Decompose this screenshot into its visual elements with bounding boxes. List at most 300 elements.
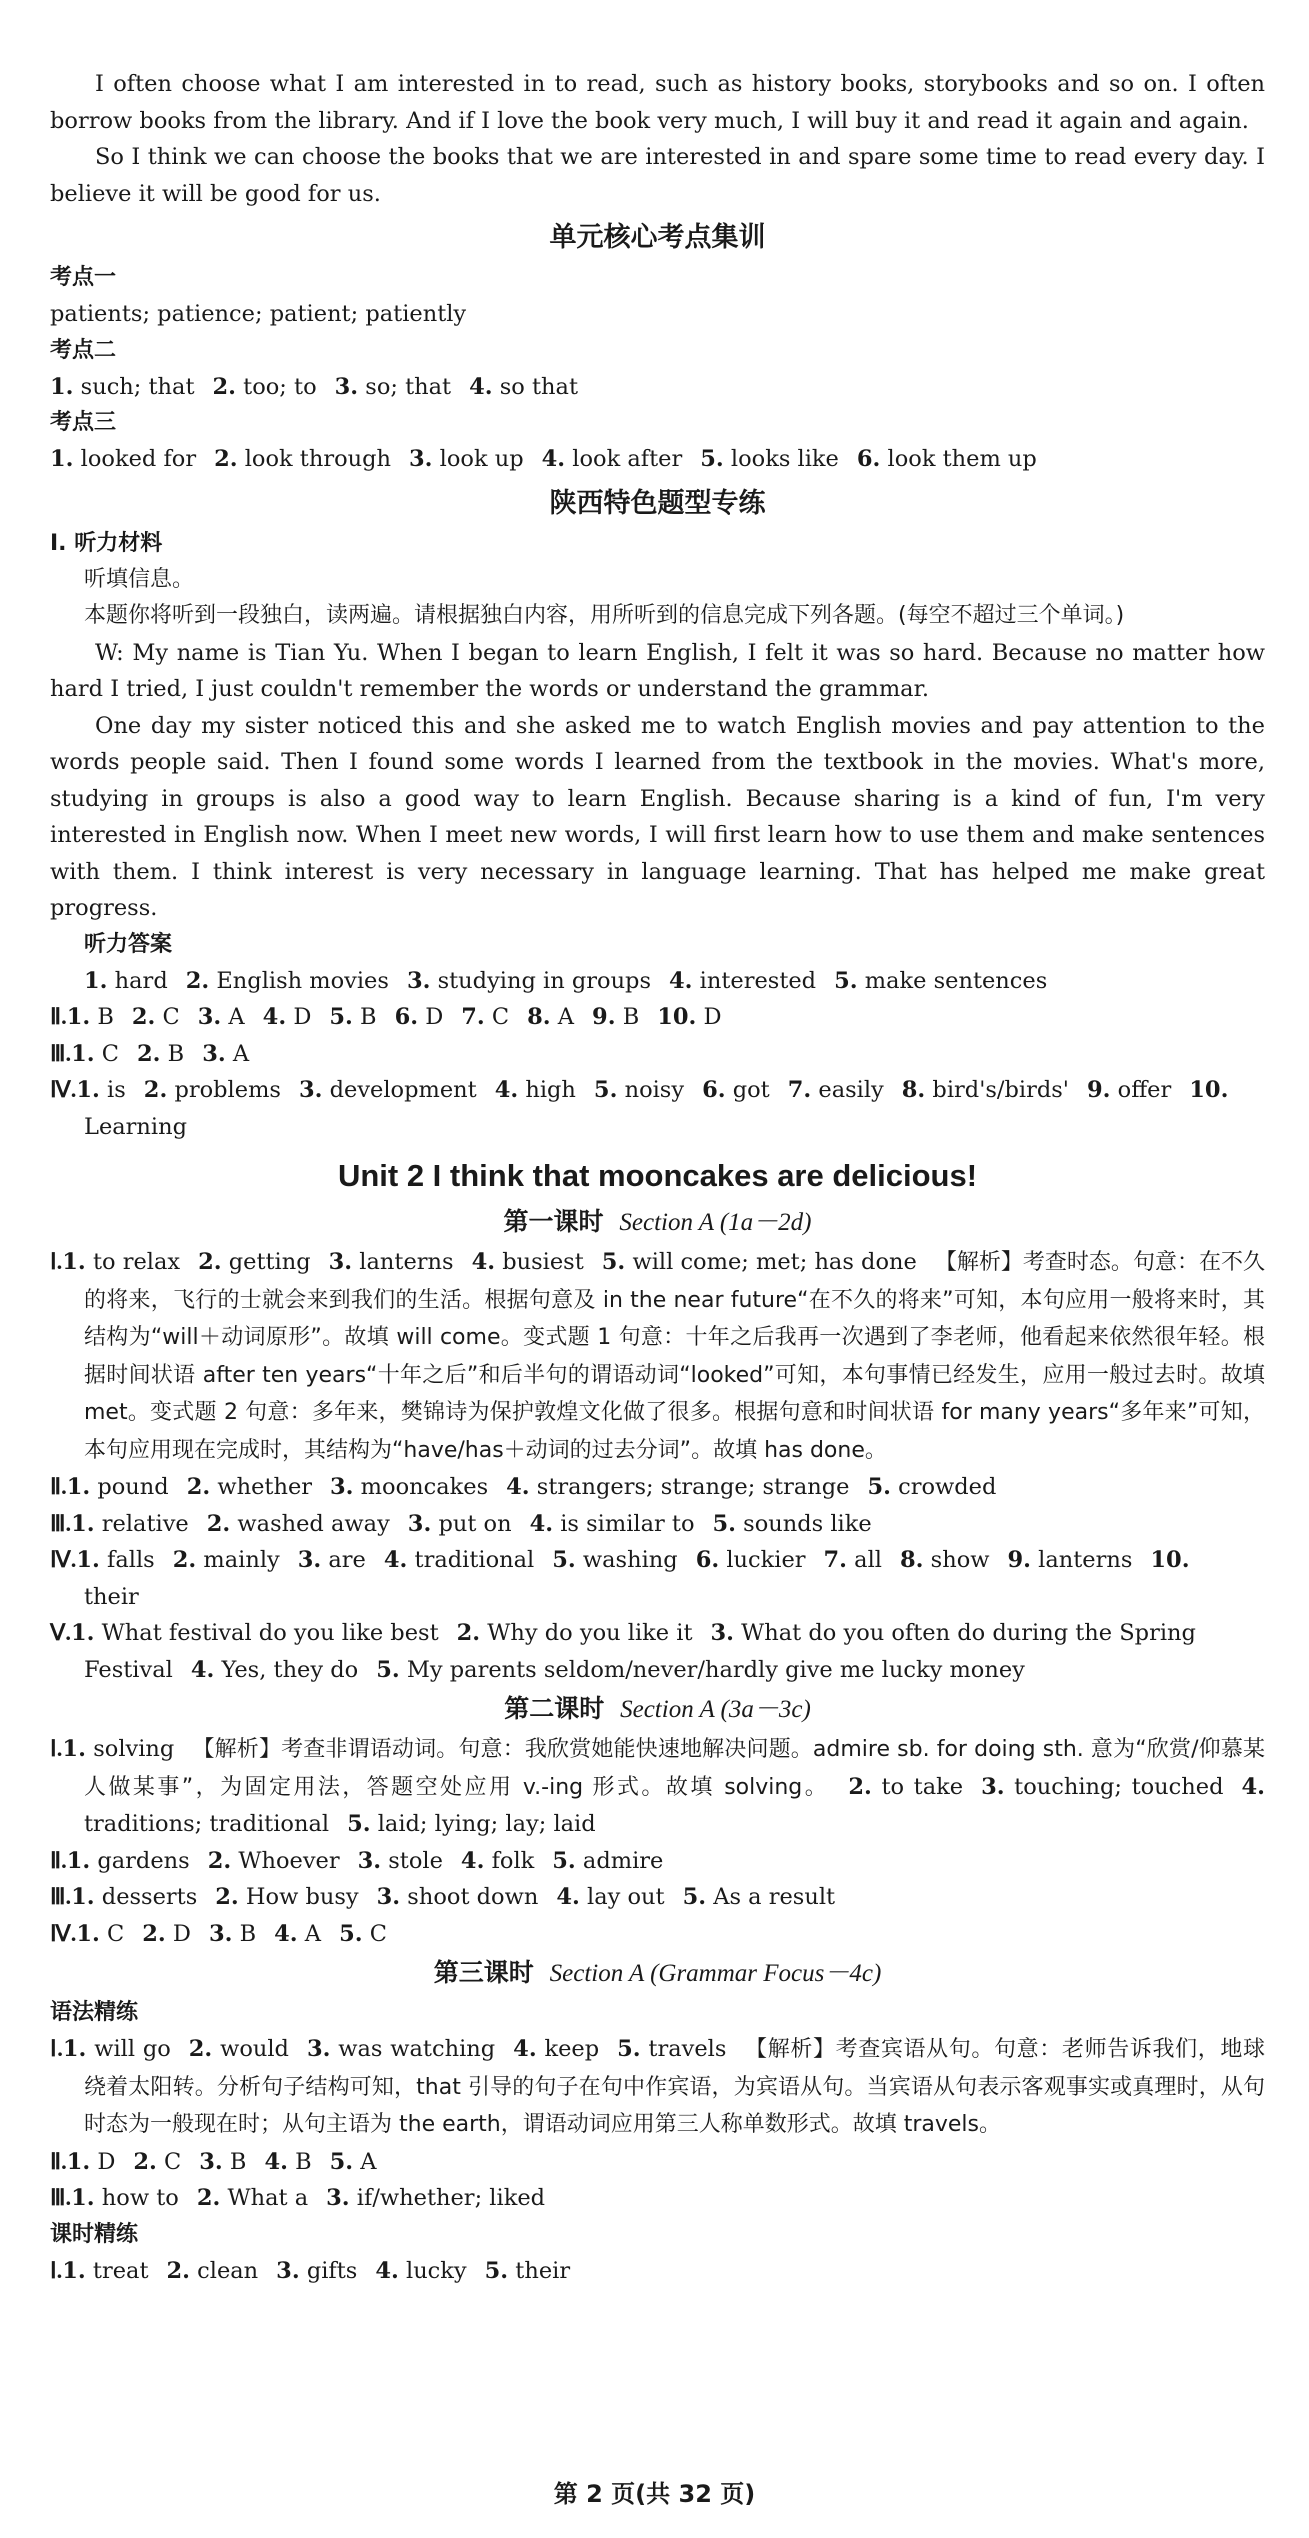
answer-item (197, 2185, 308, 2211)
answer-item (198, 1249, 311, 1275)
answer-number: 9. (1087, 1077, 1111, 1103)
answer-text: B (352, 1004, 377, 1030)
listening-answer-label: 听力答案 (84, 931, 173, 957)
part-label: Ⅱ. (50, 2148, 67, 2174)
listening-sub: 听填信息。 (84, 566, 195, 592)
answer-item (50, 374, 195, 400)
intro-paragraph-2: So I think we can choose the books that we are interested in and spare some time to read every day. I believe it will be good for us. (50, 144, 1265, 207)
answer-text: if/whether; liked (349, 2185, 546, 2211)
answer-number: 4. (375, 2257, 399, 2284)
answer-text: strangers; strange; strange (529, 1474, 850, 1500)
answer-number: 1. (66, 1474, 91, 1500)
answer-item (824, 1547, 882, 1573)
answer-item (62, 2258, 148, 2284)
answer-number: 2. (206, 1510, 231, 1537)
answer-number: 5. (601, 1249, 626, 1275)
answer-text: A (353, 2148, 377, 2175)
answer-number: 5. (552, 1847, 576, 1874)
answer-item (527, 1004, 574, 1030)
answer-number: 2. (137, 1040, 161, 1067)
answer-item (67, 1004, 114, 1030)
answer-text: D (696, 1004, 722, 1030)
answer-number: 3. (330, 1474, 354, 1500)
answer-item (834, 968, 1047, 994)
answer-item (457, 1620, 693, 1646)
answer-number: 2. (188, 2036, 213, 2062)
answer-item (191, 1657, 358, 1683)
answer-item (713, 1511, 872, 1537)
answer-number: 4. (529, 1510, 554, 1537)
answer-number: 2. (172, 1547, 197, 1573)
answer-text: gardens (90, 1847, 190, 1874)
explanation: 【解析】考查非谓语动词。句意：我欣赏她能快速地解决问题。admire sb. for doing sth. 意为“欣赏/仰慕某人做某事”，为固定用法，答题空处应用 v.-ing 形式。故填 solving。 (84, 1737, 1265, 1800)
answer-text: lanterns (1031, 1547, 1133, 1573)
answer-number: 6. (695, 1547, 720, 1573)
kp1-text: patients; patience; patient; patiently (50, 301, 467, 327)
answer-item (347, 1811, 596, 1837)
answer-number: 1. (76, 1920, 100, 1947)
answer-text: laid; lying; lay; laid (370, 1811, 596, 1837)
answer-item (137, 1041, 184, 1067)
answer-number: 8. (900, 1547, 924, 1573)
answer-text: What do you often do during the Spring Festival (84, 1620, 1196, 1683)
answer-text: D (90, 2148, 116, 2175)
answer-number: 1. (66, 1847, 91, 1874)
answer-number: 3. (208, 1920, 233, 1947)
answer-text: D (418, 1004, 444, 1030)
answer-number: 5. (712, 1510, 737, 1537)
part-label: Ⅳ. (50, 1920, 77, 1946)
answer-number: 3. (407, 1510, 432, 1537)
part-label: Ⅰ. (50, 1249, 63, 1274)
lesson-cn: 第一课时 (503, 1207, 604, 1236)
answer-number: 4. (383, 1547, 408, 1573)
answer-item (167, 2258, 259, 2284)
answer-text: desserts (94, 1884, 198, 1910)
answer-number: 4. (494, 1077, 519, 1103)
answer-text: interested (692, 967, 817, 994)
answer-text: English movies (209, 967, 389, 994)
answer-number: 4. (1241, 1773, 1265, 1800)
answer-item (1087, 1077, 1171, 1103)
answer-item (857, 446, 1037, 472)
answer-number: 7. (823, 1547, 848, 1573)
answer-number: 5. (617, 2036, 641, 2062)
answer-text: A (550, 1004, 575, 1030)
answer-item (189, 2036, 289, 2062)
answer-item (76, 1921, 124, 1947)
answer-text: crowded (890, 1474, 997, 1500)
grammar-label: 语法精练 (50, 2000, 139, 2025)
lesson1-part2 (50, 1469, 1265, 1506)
answers (67, 1848, 682, 1874)
answer-number: 5. (834, 967, 858, 994)
answers (71, 1620, 1196, 1683)
answer-text: sounds like (736, 1510, 872, 1537)
intro-paragraph-1: I often choose what I am interested in to read, such as history books, storybooks and so on. I often borrow books from the library. And if I love the book very much, I will buy it and read it again and again. (50, 71, 1265, 134)
answer-text: B (287, 2148, 312, 2175)
answer-number: 5. (376, 1656, 400, 1683)
answers (71, 1884, 853, 1910)
answer-item (299, 1077, 477, 1103)
answer-number: 10. (1189, 1077, 1229, 1103)
answers (67, 1474, 1015, 1500)
answer-number: 5. (484, 2257, 509, 2284)
answer-item (142, 1921, 191, 1947)
answer-text: pound (90, 1474, 169, 1500)
answer-number: 1. (66, 1004, 91, 1030)
lesson-cn: 第二课时 (504, 1694, 605, 1723)
answer-number: 3. (710, 1620, 734, 1646)
answer-item (329, 1249, 454, 1275)
answer-text: make sentences (857, 967, 1048, 994)
answer-item (274, 1921, 321, 1947)
lesson1-part1 (50, 1244, 1265, 1469)
part-label: Ⅰ. (50, 2257, 63, 2283)
answer-number: 4. (274, 1920, 298, 1947)
answer-item (330, 2149, 377, 2175)
answer-text: mainly (196, 1547, 280, 1573)
answers (71, 2185, 563, 2211)
listening-paragraph-1: W: My name is Tian Yu. When I began to learn English, I felt it was so hard. Because no matter how hard I tried, I just couldn't remember the words or understand the grammar. (50, 639, 1265, 702)
part-label: Ⅱ. (50, 1474, 67, 1499)
shaanxi-part3 (50, 1036, 1265, 1073)
answer-text: What festival do you like best (94, 1620, 439, 1646)
answer-number: 3. (197, 1004, 222, 1030)
answer-number: 5. (700, 446, 724, 472)
answer-item (495, 1077, 576, 1103)
answer-number: 5. (682, 1884, 707, 1910)
lesson1-part4 (50, 1542, 1265, 1615)
answer-text: mooncakes (353, 1474, 489, 1500)
answer-text: B (232, 1920, 257, 1947)
answers (62, 1249, 935, 1275)
answer-number: 2. (212, 373, 237, 400)
explanation: 【解析】考查宾语从句。句意：老师告诉我们，地球绕着太阳转。分析句子结构可知，that 引导的句子在句中作宾语，为宾语从句。当宾语从句表示客观事实或真理时，从句时态为一般现在时；从句主语为 the earth，谓语动词应用第三人称单数形式。故填 travels。 (84, 2037, 1266, 2137)
answer-number: 5. (593, 1077, 618, 1103)
answer-item (377, 1884, 539, 1910)
answer-item (469, 374, 578, 400)
answer-number: 2. (142, 1920, 166, 1947)
answer-1: 1. solving (62, 1736, 175, 1762)
answer-number: 1. (71, 2185, 95, 2211)
answer-item (657, 1004, 721, 1030)
answer-text: travels (640, 2036, 727, 2062)
answer-number: 2. (848, 1773, 872, 1800)
answer-item (208, 1848, 340, 1874)
answer-text: falls (99, 1547, 155, 1573)
lesson-en: Section A (3a－3c) (620, 1696, 811, 1723)
answer-text: hard (107, 967, 168, 994)
answer-text: put on (431, 1510, 512, 1537)
lesson3-title (50, 1952, 1265, 1995)
answer-item (1008, 1547, 1133, 1573)
answer-text: Yes, they do (214, 1656, 359, 1683)
page-footer: 第 2 页(共 32 页) (553, 2480, 756, 2508)
answer-text: studying in groups (430, 967, 652, 994)
answers (76, 1921, 405, 1947)
answer-text: B (160, 1040, 185, 1067)
answer-item (133, 2149, 181, 2175)
answer-text: to relax (85, 1249, 181, 1275)
answer-text: relative (94, 1510, 189, 1537)
answer-number: 8. (901, 1077, 926, 1103)
lesson2-part4 (50, 1916, 1265, 1953)
answer-item (215, 1884, 358, 1910)
answer-text: What a (220, 2185, 309, 2211)
answer-number: 9. (1007, 1547, 1031, 1573)
answer-item (63, 2036, 171, 2062)
answer-text: so that (492, 373, 578, 400)
answer-item (202, 1041, 249, 1067)
answer-number: 3. (199, 2148, 223, 2175)
lesson2-title (50, 1688, 1265, 1731)
answer-number: 2. (131, 1004, 156, 1030)
answer-number: 2. (198, 1249, 222, 1275)
answer-text: their (508, 2257, 571, 2284)
answer-text: My parents seldom/never/hardly give me lucky money (399, 1656, 1025, 1683)
answer-number: 2. (215, 1884, 239, 1910)
answer-item (330, 1474, 488, 1500)
answer-item (214, 446, 391, 472)
answer-item (542, 446, 683, 472)
answer-item (384, 1547, 534, 1573)
answer-text: washing (575, 1547, 678, 1573)
answer-text: luckier (719, 1547, 806, 1573)
answer-item (187, 1474, 312, 1500)
part-label: Ⅱ. (50, 1847, 67, 1873)
answer-item (329, 1004, 376, 1030)
answer-text: bird's/birds' (925, 1077, 1069, 1103)
answer-item (700, 446, 839, 472)
answer-number: 2. (196, 2185, 221, 2211)
answer-text: C (484, 1004, 510, 1030)
answer-item (199, 2149, 246, 2175)
answer-item (276, 2258, 357, 2284)
answer-text: As a result (706, 1884, 836, 1910)
answer-number: 2. (166, 2257, 190, 2284)
answer-text: easily (811, 1077, 884, 1103)
answer-number: 4. (190, 1656, 215, 1683)
answer-text: got (725, 1077, 770, 1103)
answer-number: 3. (326, 2185, 350, 2211)
answer-text: development (322, 1077, 477, 1103)
answer-number: 3. (357, 1847, 382, 1874)
answer-text: all (847, 1547, 882, 1573)
answer-number: 1. (71, 1510, 95, 1537)
kp2-label: 考点二 (50, 337, 117, 363)
answer-item (472, 1249, 584, 1275)
answer-text: C (155, 1004, 180, 1030)
answer-item (513, 2036, 599, 2062)
answer-item (408, 1511, 512, 1537)
answer-text: show (923, 1547, 990, 1573)
answer-text: clean (190, 2257, 259, 2284)
answer-number: 4. (460, 1847, 485, 1874)
answer-number: 1. (76, 1547, 100, 1573)
answers (62, 2258, 588, 2284)
answer-number: 5. (552, 1547, 576, 1573)
answer-text: Why do you like it (480, 1620, 693, 1646)
section-shaanxi-title: 陕西特色题型专练 (549, 487, 766, 519)
answers (67, 1004, 740, 1030)
answer-text: will go (86, 2036, 171, 2062)
answer-text: admire (575, 1847, 664, 1874)
answer-text: lanterns (352, 1249, 454, 1275)
answer-text: Learning (84, 1113, 188, 1140)
lesson3-part1 (50, 2031, 1265, 2144)
answer-number: 4. (513, 2036, 537, 2062)
answer-text: B (615, 1004, 640, 1030)
answer-number: 6. (702, 1077, 726, 1103)
answer-number: 7. (461, 1004, 485, 1030)
answer-number: 9. (592, 1004, 616, 1030)
answer-text: A (221, 1004, 245, 1030)
answer-number: 3. (981, 1773, 1005, 1800)
lesson2-part3 (50, 1879, 1265, 1916)
part-label: Ⅲ. (50, 1040, 72, 1066)
answer-item (62, 1249, 180, 1275)
answer-text: How busy (238, 1884, 359, 1910)
answer-number: 4. (541, 446, 566, 472)
answer-text: noisy (617, 1077, 685, 1103)
answer-text: so; that (358, 373, 452, 400)
answer-item (552, 1547, 677, 1573)
answer-item (702, 1077, 770, 1103)
lesson-en: Section A (1a－2d) (619, 1209, 812, 1236)
answer-number: 4. (506, 1474, 530, 1500)
shaanxi-part2 (50, 999, 1265, 1036)
answer-text: solving (93, 1736, 175, 1762)
answer-item (788, 1077, 884, 1103)
answer-number: 3. (297, 1547, 322, 1573)
answer-text: how to (94, 2185, 179, 2211)
answer-item (395, 1004, 444, 1030)
answer-item (263, 1004, 312, 1030)
lesson3-practice-part1 (50, 2253, 1265, 2290)
answers (76, 1547, 1189, 1610)
answer-item (132, 1004, 180, 1030)
answer-number: 1. (50, 373, 74, 400)
answer-item (506, 1474, 849, 1500)
answer-number: 2. (143, 1077, 168, 1103)
answer-number: 2. (185, 967, 210, 994)
answer-number: 6. (856, 446, 881, 472)
answer-number: 5. (329, 2148, 354, 2175)
section-core-title: 单元核心考点集训 (549, 222, 766, 253)
answer-item (900, 1547, 990, 1573)
answer-item (358, 1848, 443, 1874)
answer-item (207, 1511, 390, 1537)
answer-number: 1. (50, 446, 74, 472)
answer-item (592, 1004, 639, 1030)
answer-number: 5. (339, 1920, 363, 1947)
shaanxi-part4 (50, 1072, 1265, 1145)
answer-item (67, 1474, 169, 1500)
answer-number: 3. (298, 1077, 323, 1103)
answer-item (409, 446, 524, 472)
answers (71, 1511, 890, 1537)
answer-text: D (165, 1920, 191, 1947)
explanation: 【解析】考查时态。句意：在不久的将来，飞行的士就会来到我们的生活。根据句意及 in the near future“在不久的将来”可知，本句应用一般将来时，其结构为“will＋动词原形”。故填 will come。变式题 1 句意：十年之后我再一次遇到了李老师，他看起来依然很年轻。根据时间状语 after ten years“十年之后”和后半句的谓语动词“looked”可知，本句事情已经发生，应用一般过去时。故填 met。变式题 2 句意：多年来，樊锦诗为保护敦煌文化做了很多。根据句意和时间状语 for many years“多年来”可知，本句应用现在完成时，其结构为“have/has＋动词的过去分词”。故填 has done。 (84, 1250, 1266, 1463)
answer-number: 3. (376, 1884, 401, 1910)
answer-item (71, 1884, 197, 1910)
answer-item (376, 1657, 1025, 1683)
answer-item (213, 374, 317, 400)
answer-item (67, 1848, 190, 1874)
answer-text: shoot down (400, 1884, 539, 1910)
answer-text: C (99, 1920, 125, 1947)
answer-number: 3. (306, 2036, 331, 2062)
answer-item (530, 1511, 695, 1537)
answer-item (594, 1077, 684, 1103)
answer-number: 4. (471, 1249, 496, 1275)
answer-number: 6. (394, 1004, 419, 1030)
lesson-practice-label: 课时精练 (50, 2221, 139, 2247)
answer-text: C (362, 1920, 387, 1947)
listening-paragraph-2: One day my sister noticed this and she asked me to watch English movies and pay attention to the words people said. Then I found some words I learned from the textbook in the movies. What's more, studying in groups is also a good way to learn English. Because sharing is a kind of fun, I'm very interested in English now. When I meet new words, I will first learn how to use them and make sentences with them. I think interest is very necessary in language learning. That has helped me make great progress. (50, 712, 1265, 921)
listening-instruction: 本题你将听到一段独白，读两遍。请根据独白内容，用所听到的信息完成下列各题。(每空不超过三个单词。) (84, 603, 1125, 628)
answer-number: 4. (669, 967, 693, 994)
answer-text: B (90, 1004, 114, 1030)
answer-item (981, 1774, 1223, 1800)
listening-material-label: Ⅰ. 听力材料 (50, 530, 163, 556)
answer-text: getting (221, 1249, 311, 1275)
lesson1-title (50, 1201, 1265, 1244)
answer-number: 3. (276, 2257, 300, 2284)
unit2-title: Unit 2 I think that mooncakes are delicious! (337, 1158, 978, 1193)
answer-number: 4. (556, 1884, 580, 1910)
answer-text: is (99, 1077, 126, 1103)
answer-text: gifts (299, 2257, 358, 2284)
answer-item (76, 1077, 125, 1103)
lesson1-part5 (50, 1615, 1265, 1688)
answer-number: 3. (409, 446, 433, 472)
answer-item (71, 1511, 189, 1537)
lesson2-part2 (50, 1843, 1265, 1880)
answer-text: keep (536, 2036, 600, 2062)
answer-number: 4. (262, 1004, 287, 1030)
answer-text: traditional (407, 1547, 535, 1573)
answer-text: offer (1110, 1077, 1172, 1103)
part-label: Ⅳ. (50, 1077, 77, 1102)
answer-item (307, 2036, 495, 2062)
answer-item (617, 2036, 726, 2062)
answer-number: 1. (71, 1620, 95, 1646)
answer-text: lucky (398, 2257, 467, 2284)
answer-item (461, 1848, 534, 1874)
part-label: Ⅳ. (50, 1547, 77, 1572)
answer-item (461, 1004, 509, 1030)
answer-item (71, 1041, 119, 1067)
answer-item (556, 1884, 664, 1910)
answer-item (339, 1921, 387, 1947)
answer-text: lay out (579, 1884, 665, 1910)
answer-text: C (94, 1040, 120, 1067)
answer-item (848, 1774, 963, 1800)
answer-number: 7. (787, 1077, 812, 1103)
answer-item (902, 1077, 1069, 1103)
lesson-en: Section A (Grammar Focus－4c) (549, 1960, 882, 1987)
answer-text: high (518, 1077, 576, 1103)
answer-item (669, 968, 816, 994)
answer-text: stole (381, 1847, 443, 1874)
answer-text: A (225, 1040, 250, 1067)
answers (71, 1041, 267, 1067)
answer-number: 1. (62, 2257, 86, 2284)
answer-number: 10. (657, 1004, 697, 1030)
answer-text: traditions; traditional (84, 1811, 330, 1837)
